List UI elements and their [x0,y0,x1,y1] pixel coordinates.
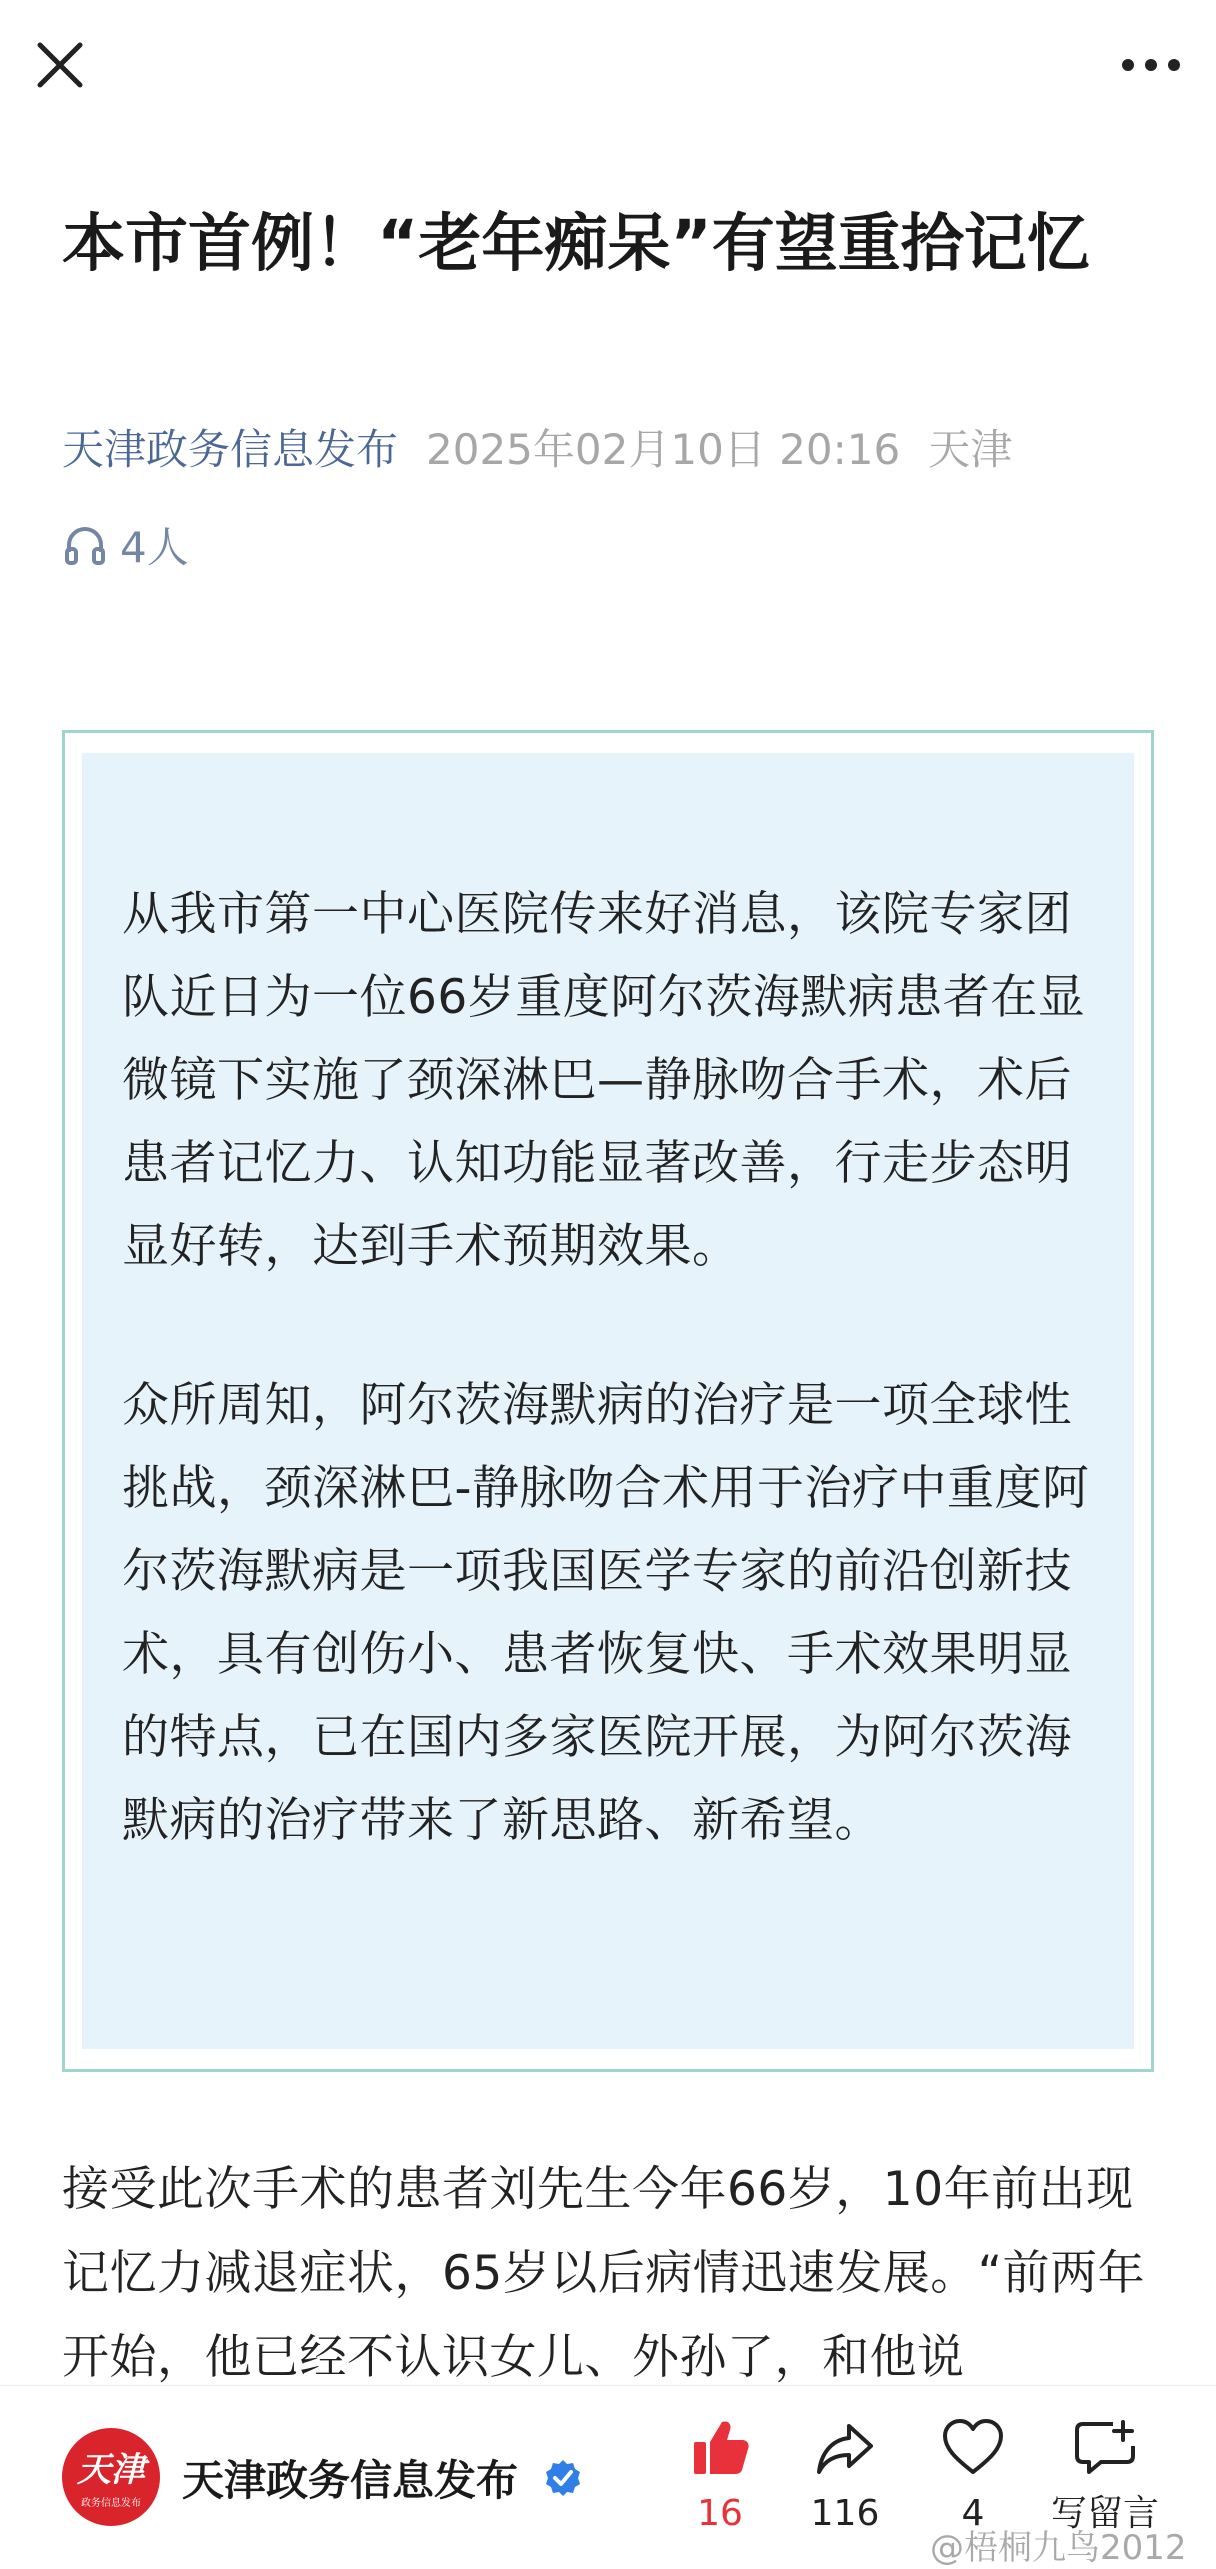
more-icon [1116,35,1186,95]
listener-count: 4人 [120,523,189,572]
article-title: 本市首例！“老年痴呆”有望重拾记忆 [62,207,1090,280]
article-body-paragraph: 接受此次手术的患者刘先生今年66岁，10年前出现记忆力减退症状，65岁以后病情迅速发展。“前两年开始，他已经不认识女儿、外孙了，和他说 [62,2162,1146,2385]
favorite-button[interactable] [913,2416,1033,2534]
publish-date: 2025年02月10日 20:16 [426,425,901,474]
logo-text: 天津 [77,2450,145,2490]
headphones-icon [62,522,108,568]
top-bar [0,0,1216,130]
share-button[interactable] [785,2416,905,2534]
summary-paragraph: 众所周知，阿尔茨海默病的治疗是一项全球性挑战，颈深淋巴-静脉吻合术用于治疗中重度阿尔茨海默病是一项我国医学专家的前沿创新技术，具有创伤小、患者恢复快、手术效果明显的特点，已在国内多家医院开展，为阿尔茨海默病的治疗带来了新思路、新希望。 [122,1378,1090,1848]
publish-location: 天津 [928,425,1013,474]
summary-box-inner [82,753,1134,2049]
comment-icon [1073,2416,1137,2480]
close-button[interactable] [30,35,90,95]
listen-button[interactable] [62,515,189,575]
more-options-button[interactable] [1116,35,1186,95]
comment-button[interactable] [1042,2416,1168,2534]
logo-subtext: 政务信息发布 [81,2498,141,2509]
article-meta [62,420,1012,480]
like-count: 16 [697,2493,743,2534]
account-name[interactable]: 天津政务信息发布 [182,2456,519,2505]
like-button[interactable] [660,2416,780,2534]
watermark: @梧桐九鸟2012 [930,2528,1187,2568]
summary-box [62,730,1154,2072]
source-link[interactable]: 天津政务信息发布 [62,425,399,474]
comment-label: 写留言 [1050,2493,1159,2534]
verified-badge-icon [543,2458,583,2498]
favorite-count: 4 [961,2493,985,2534]
heart-icon [941,2416,1005,2480]
summary-paragraph: 从我市第一中心医院传来好消息，该院专家团队近日为一位66岁重度阿尔茨海默病患者在显微镜下实施了颈深淋巴—静脉吻合手术，术后患者记忆力、认知功能显著改善，行走步态明显好转，达到手术预期效果。 [122,887,1086,1274]
share-count: 116 [810,2493,880,2534]
share-icon [813,2416,877,2480]
close-icon [30,35,90,95]
thumbs-up-icon [688,2416,752,2480]
account-avatar[interactable] [62,2428,160,2526]
